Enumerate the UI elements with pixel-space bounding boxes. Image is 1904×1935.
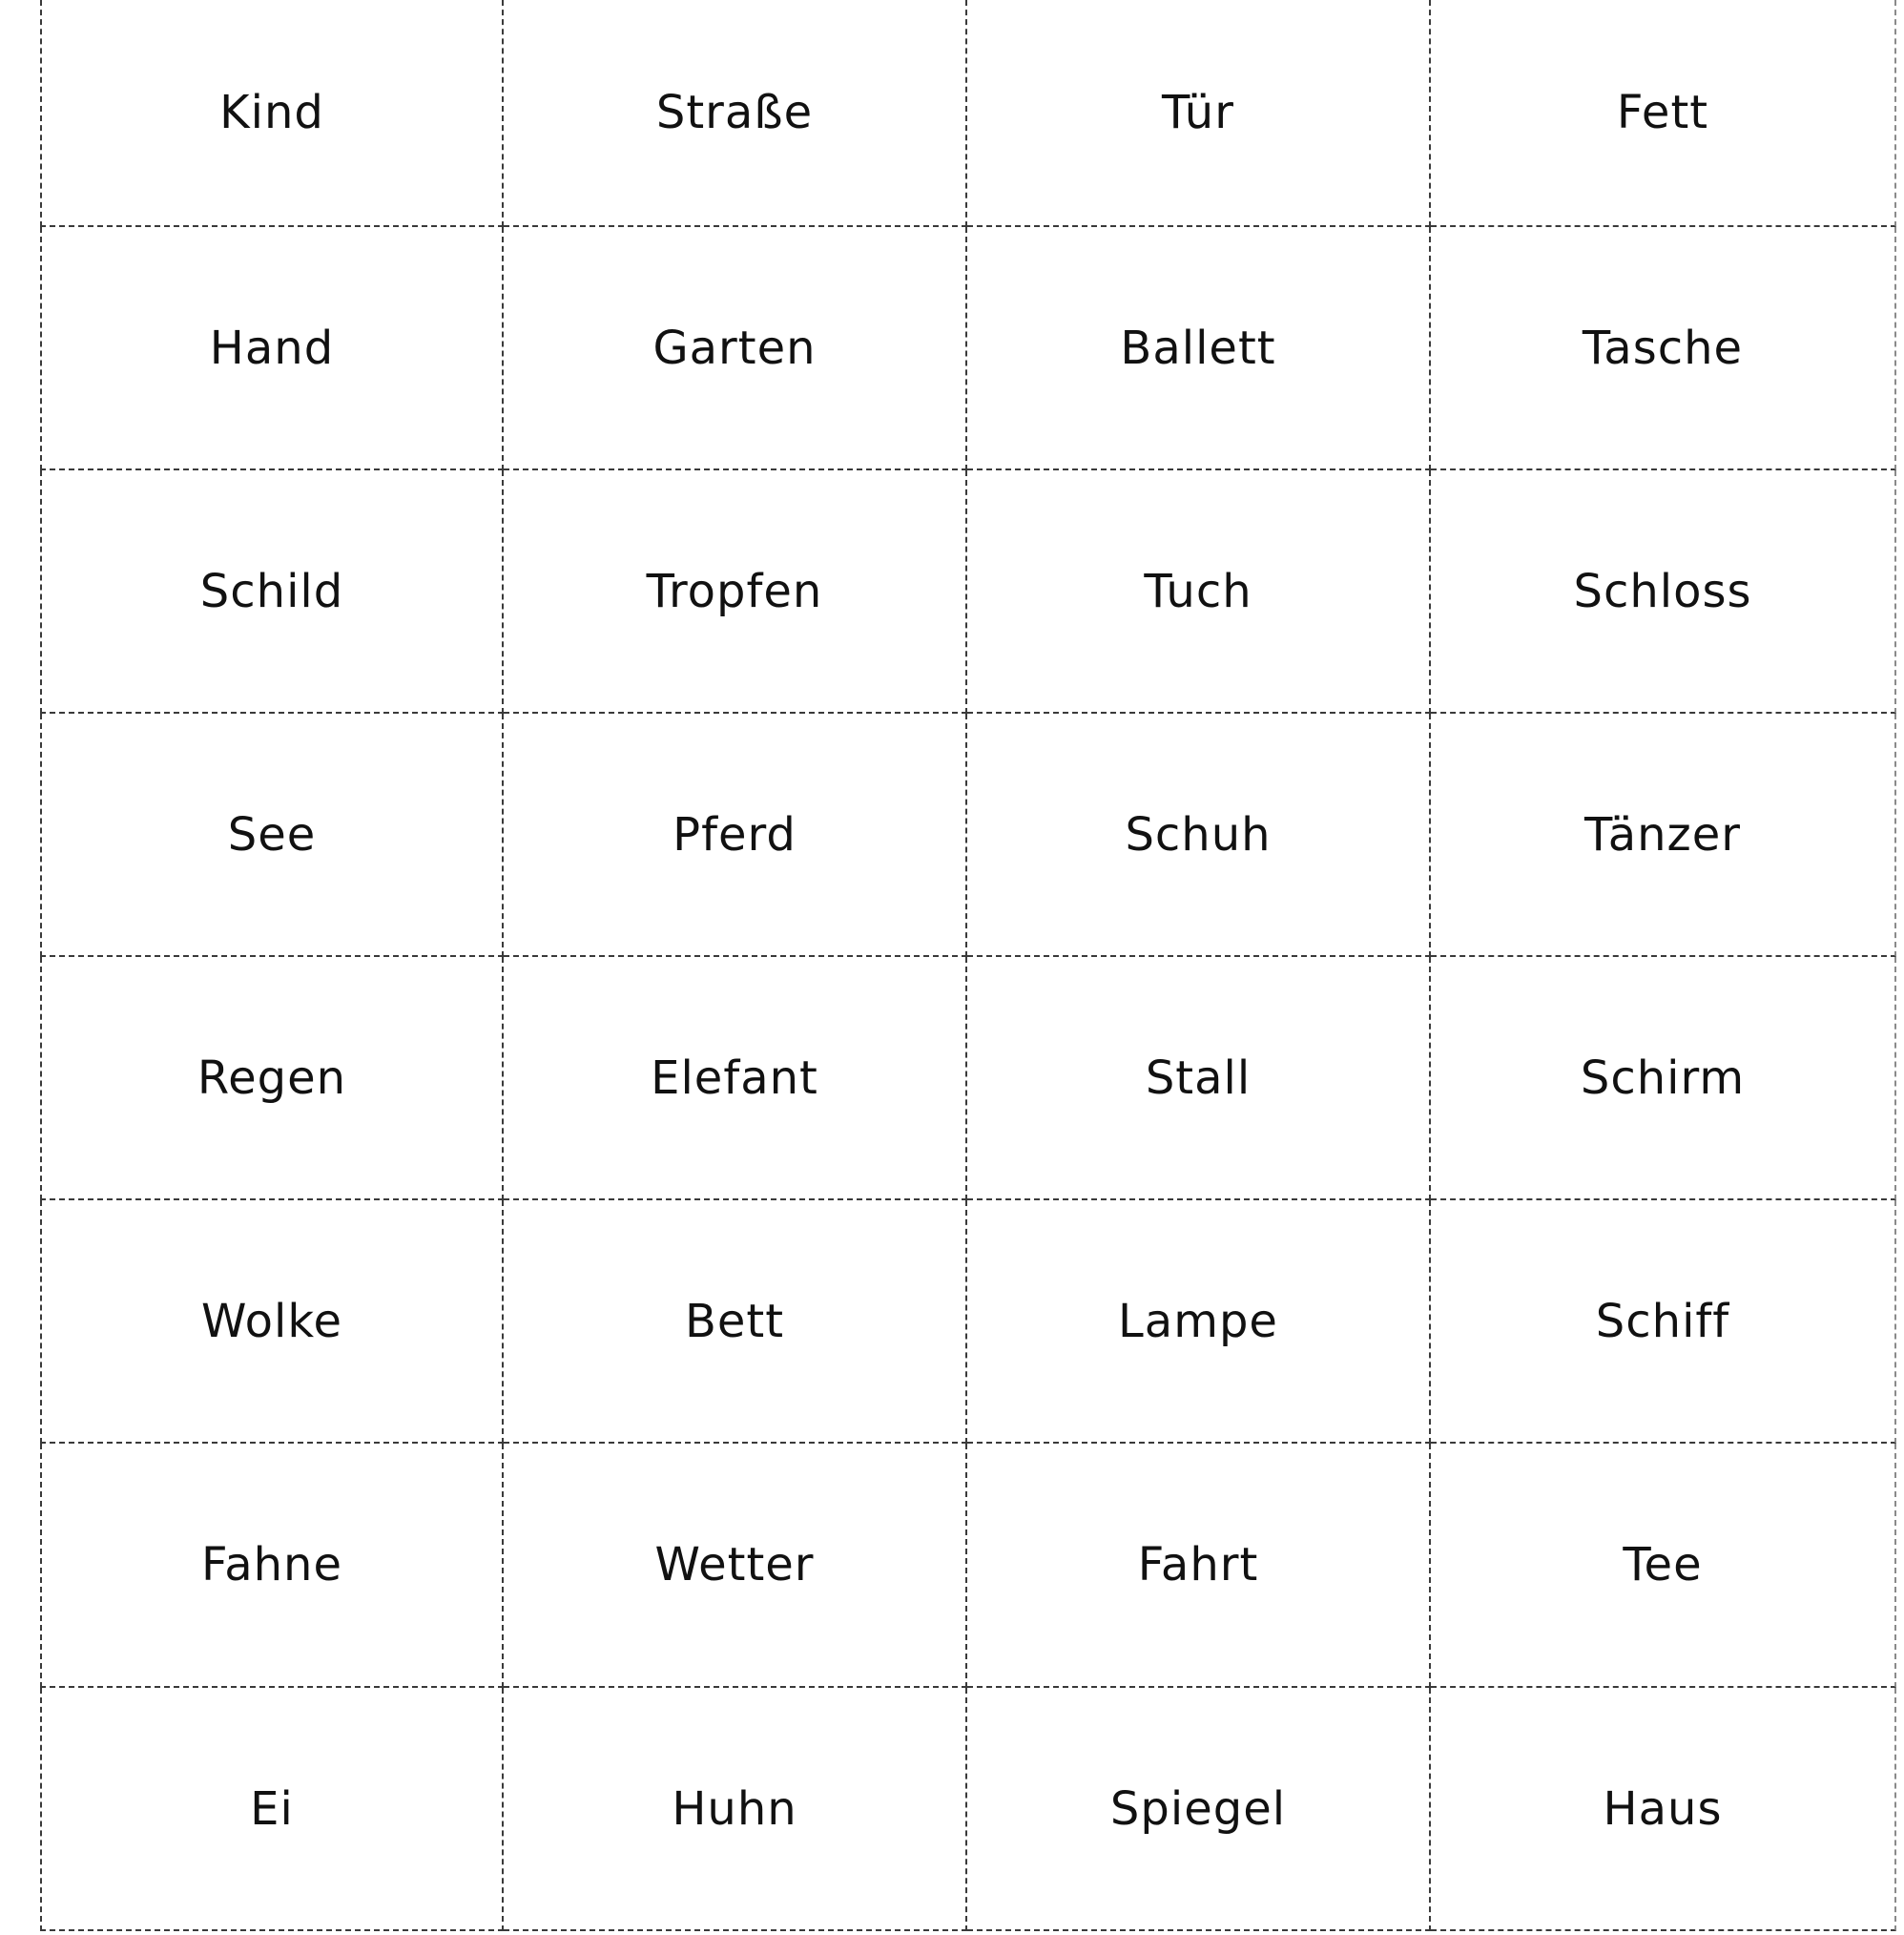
- word-label: Elefant: [651, 1051, 818, 1105]
- word-card: [504, 1688, 967, 1931]
- word-label: Schuh: [1125, 807, 1272, 862]
- word-label: Ballett: [1120, 321, 1276, 375]
- word-card: [1431, 1200, 1896, 1444]
- word-label: Schloss: [1573, 564, 1752, 618]
- word-card: [504, 714, 967, 957]
- word-card: [967, 227, 1431, 470]
- word-card: [504, 1200, 967, 1444]
- word-card: [1431, 470, 1896, 714]
- word-card: [40, 957, 504, 1200]
- word-label: Straße: [655, 86, 814, 139]
- word-label: Schiff: [1595, 1294, 1730, 1348]
- word-label: Tropfen: [646, 564, 823, 618]
- word-label: Garten: [652, 321, 817, 375]
- word-label: Pferd: [673, 807, 797, 862]
- word-label: Tür: [1162, 86, 1234, 139]
- word-label: Tuch: [1144, 564, 1252, 618]
- word-card: [967, 957, 1431, 1200]
- word-card: [967, 1200, 1431, 1444]
- word-card: [40, 1200, 504, 1444]
- word-card: [40, 1444, 504, 1688]
- word-card: [504, 957, 967, 1200]
- word-card: [967, 1444, 1431, 1688]
- word-label: Kind: [219, 86, 324, 139]
- word-card: [40, 470, 504, 714]
- word-label: See: [227, 807, 317, 862]
- word-card: [1431, 0, 1896, 227]
- word-label: Huhn: [672, 1781, 797, 1836]
- word-card: [967, 714, 1431, 957]
- word-label: Hand: [209, 321, 335, 375]
- word-card: [967, 470, 1431, 714]
- word-label: Tee: [1623, 1538, 1703, 1592]
- word-card: [504, 1444, 967, 1688]
- word-card: [1431, 1688, 1896, 1931]
- word-label: Haus: [1603, 1781, 1723, 1836]
- word-card: [967, 0, 1431, 227]
- word-card: [1431, 714, 1896, 957]
- word-label: Ei: [250, 1781, 294, 1836]
- word-label: Wolke: [201, 1294, 342, 1348]
- word-label: Fahne: [201, 1538, 342, 1592]
- word-label: Bett: [684, 1294, 785, 1348]
- word-card: [40, 714, 504, 957]
- word-card: [1431, 1444, 1896, 1688]
- word-label: Spiegel: [1109, 1781, 1287, 1836]
- word-label: Schirm: [1580, 1051, 1746, 1105]
- word-card: [40, 1688, 504, 1931]
- word-card-sheet: [40, 0, 1896, 1931]
- word-label: Regen: [197, 1051, 347, 1105]
- word-card: [40, 0, 504, 227]
- word-card: [1431, 227, 1896, 470]
- word-label: Fett: [1616, 86, 1709, 139]
- word-label: Fahrt: [1137, 1538, 1259, 1592]
- word-card: [40, 227, 504, 470]
- word-label: Schild: [199, 564, 344, 618]
- word-card: [504, 227, 967, 470]
- word-label: Tänzer: [1583, 807, 1741, 862]
- word-label: Stall: [1145, 1051, 1252, 1105]
- word-card: [504, 470, 967, 714]
- word-label: Wetter: [654, 1538, 815, 1592]
- word-label: Lampe: [1118, 1294, 1278, 1348]
- word-label: Tasche: [1582, 321, 1744, 375]
- word-card: [967, 1688, 1431, 1931]
- word-card: [1431, 957, 1896, 1200]
- word-card: [504, 0, 967, 227]
